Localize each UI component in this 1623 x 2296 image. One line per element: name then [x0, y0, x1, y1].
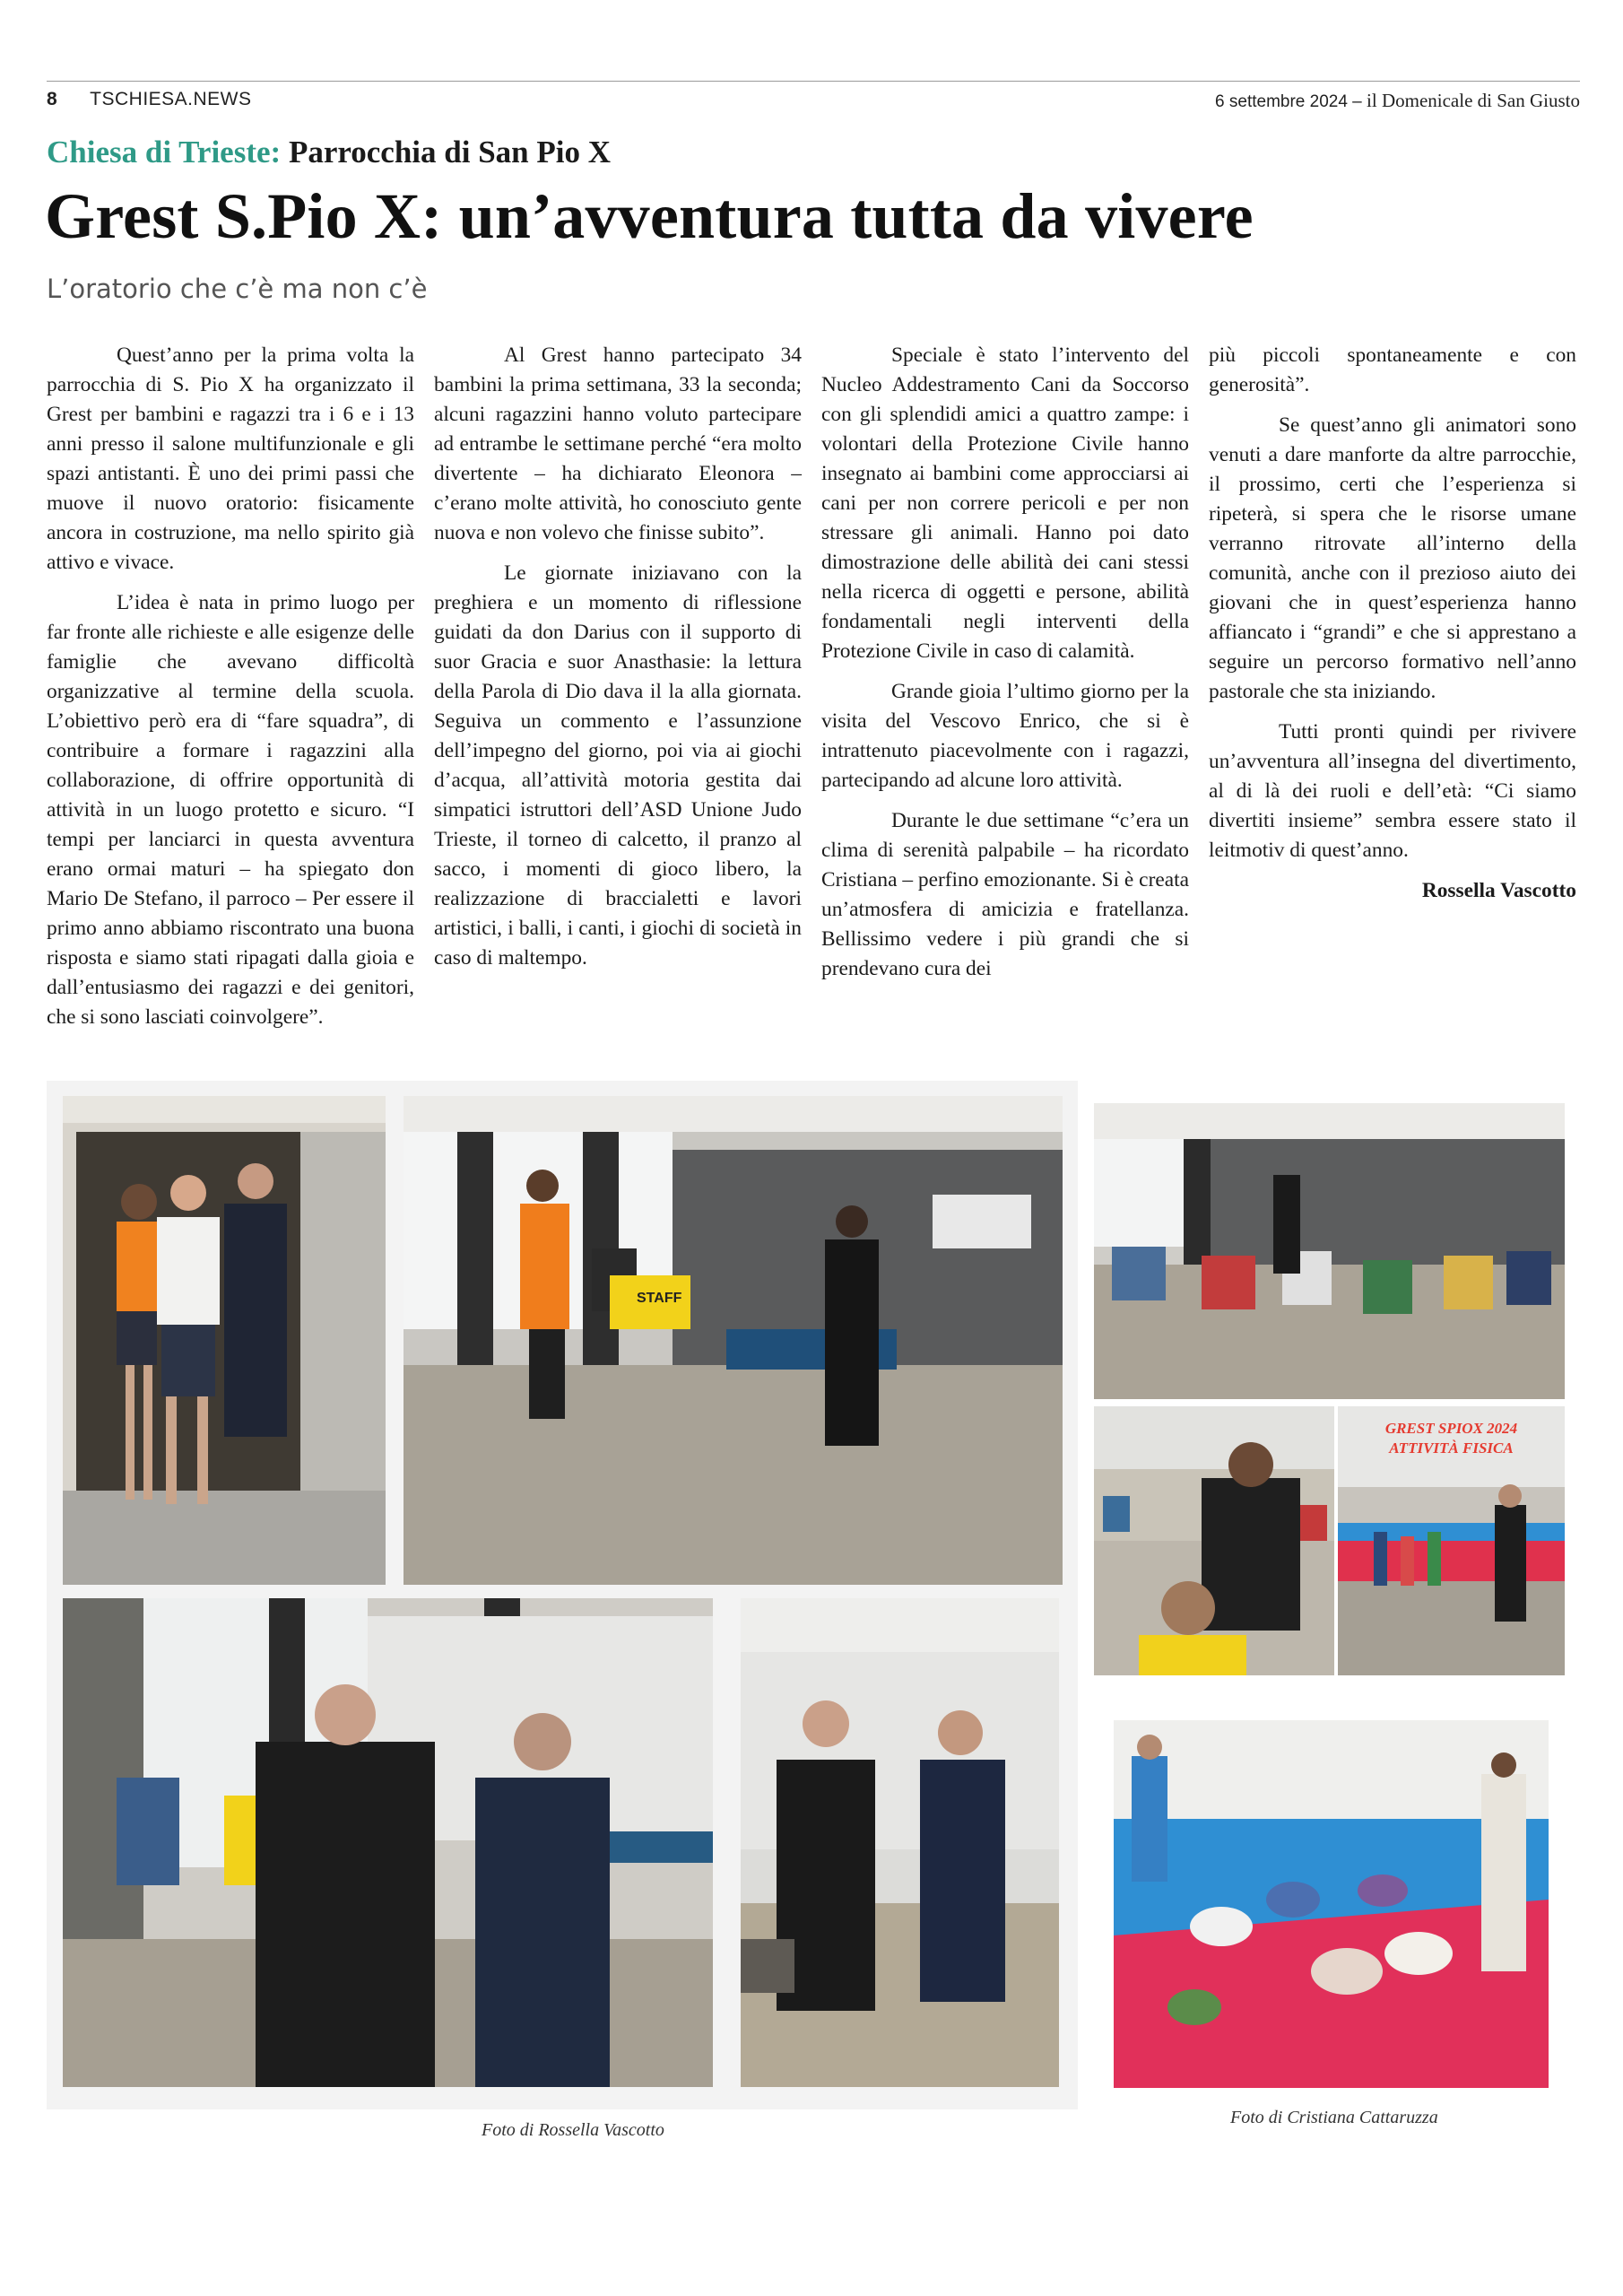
- paragraph: Le giornate iniziavano con la preghiera e un momento di riflessione guidati da don Darius con il supporto di suor Gracia e suor Anasthasie: la lettura della Parola di Dio dava il la alla giornata. Seguiva un commento e l’assunzione dell’impegno del giorno, poi via ai giochi d’acqua, all’attività motoria gestita dai simpatici istruttori dell’ASD Unione Judo Trieste, il torneo di calcetto, il pranzo al sacco, i momenti di gioco libero, la realizzazione di braccialetti e lavori artistici, i balli, i canti, i giochi di società in caso di maltempo.: [434, 561, 802, 970]
- text-column-3: [821, 341, 1189, 995]
- article-author: Rossella Vascotto: [1421, 879, 1576, 902]
- article-subtitle: L’oratorio che c’è ma non c’è: [47, 274, 428, 304]
- photo-kids-mats: [1114, 1720, 1549, 2088]
- kicker-section: Chiesa di Trieste:: [47, 135, 282, 170]
- kicker-topic: Parrocchia di San Pio X: [288, 135, 612, 170]
- header-left: [47, 89, 252, 110]
- article-kicker: [47, 135, 611, 170]
- paragraph: Quest’anno per la prima volta la parrocchia di S. Pio X ha organizzato il Grest per bambini e ragazzi tra i 6 e i 13 anni presso il salone multifunzionale e gli spazi antistanti. È uno dei primi passi che muove il nuovo oratorio: fisicamente ancora in costruzione, ma nello spirito già attivo e vivace.: [47, 344, 414, 574]
- photo-hall-adults: [63, 1598, 713, 2087]
- header-right: [1215, 90, 1580, 112]
- issue-date: 6 settembre 2024 –: [1215, 92, 1362, 111]
- paragraph: Grande gioia l’ultimo giorno per la visita del Vescovo Enrico, che si è intrattenuto piacevolmente con i ragazzi, partecipando ad alcune loro attività.: [821, 680, 1189, 792]
- site-name: TSCHIESA.NEWS: [90, 89, 252, 109]
- photo-priest-child: [1094, 1406, 1334, 1675]
- text-column-2: [434, 341, 802, 984]
- paragraph: L’idea è nata in primo luogo per far fronte alle richieste e alle esigenze delle famiglie che avevano difficoltà organizzative al termine della scuola. L’obiettivo però era di “fare squadra”, di contribuire a formare i ragazzini alla collaborazione, di offrire opportunità di attività in un luogo protetto e sicuro. “I tempi per lanciarci in questa avventura erano ormai maturi – ha spiegato don Mario De Stefano, il parroco – Per essere il primo anno abbiamo riscontrato una buona risposta e siamo stati ripagati dalla gioia e dall’entusiasmo dei ragazzi e dei genitori, che si sono lasciati coinvolgere”.: [47, 591, 414, 1029]
- paragraph: più piccoli spontaneamente e con generosità”.: [1209, 344, 1576, 396]
- text-column-1: [47, 341, 414, 1043]
- paragraph: Se quest’anno gli animatori sono venuti a dare manforte da altre parrocchie, il prossimo, certi che l’esperienza si ripeterà, si spera che le risorse umane verranno ritrovate all’interno della comunità, anche con il prezioso aiuto dei giovani che in quest’esperienza hanno affiancato i “grandi” e che si apprestano a seguire un percorso formativo nell’anno pastorale che sta iniziando.: [1209, 413, 1576, 703]
- overlay-line-1: GREST SPIOX 2024: [1384, 1420, 1518, 1437]
- paragraph: Tutti pronti quindi per rivivere un’avventura all’insegna del divertimento, al di là dei ruoli e dell’età: “Ci siamo divertiti insieme” sembra essere stato il leitmotiv di quest’anno.: [1209, 720, 1576, 862]
- photo-doorway-group: [63, 1096, 386, 1585]
- paper-name: il Domenicale di San Giusto: [1367, 90, 1580, 111]
- photo-bishop-conversation: [741, 1598, 1059, 2087]
- paragraph: Durante le due settimane “c’era un clima di serenità palpabile – ha ricordato Cristiana – perfino emozionante. Si è creata un’atmosfera di amicizia e fratellanza. Bellissimo vedere i più grandi che si prendevano cura dei: [821, 809, 1189, 980]
- photo-hall-pingpong: [404, 1096, 1063, 1585]
- article-title: Grest S.Pio X: un’avventura tutta da vivere: [45, 180, 1254, 252]
- staff-shirt-text: STAFF: [637, 1291, 682, 1306]
- paragraph: Speciale è stato l’intervento del Nucleo Addestramento Cani da Soccorso con gli splendidi amici a quattro zampe: i volontari della Protezione Civile hanno insegnato ai bambini come approcciarsi ai cani per non correre pericoli e per non stressare gli animali. Hanno poi dato dimostrazione delle abilità dei cani stessi nella ricerca di oggetti e persone, abilità fondamentali negli interventi della Protezione Civile in caso di calamità.: [821, 344, 1189, 663]
- photo-gym-activity: [1338, 1406, 1565, 1675]
- photo-overlay-text: [1338, 1419, 1565, 1458]
- photo-caption-left: Foto di Rossella Vascotto: [482, 2120, 664, 2140]
- page-header: [47, 81, 1580, 114]
- photo-kids-circle: [1094, 1103, 1565, 1399]
- text-column-4: [1209, 341, 1576, 917]
- photo-caption-right: Foto di Cristiana Cattaruzza: [1230, 2108, 1438, 2127]
- overlay-line-2: ATTIVITÀ FISICA: [1389, 1439, 1514, 1457]
- page-number: 8: [47, 89, 58, 109]
- paragraph: Al Grest hanno partecipato 34 bambini la prima settimana, 33 la seconda; alcuni ragazzini hanno voluto partecipare ad entrambe le settimane perché “era molto divertente – ha dichiarato Eleonora – c’erano molte attività, ho conosciuto gente nuova e non volevo che finisse subito”.: [434, 344, 802, 544]
